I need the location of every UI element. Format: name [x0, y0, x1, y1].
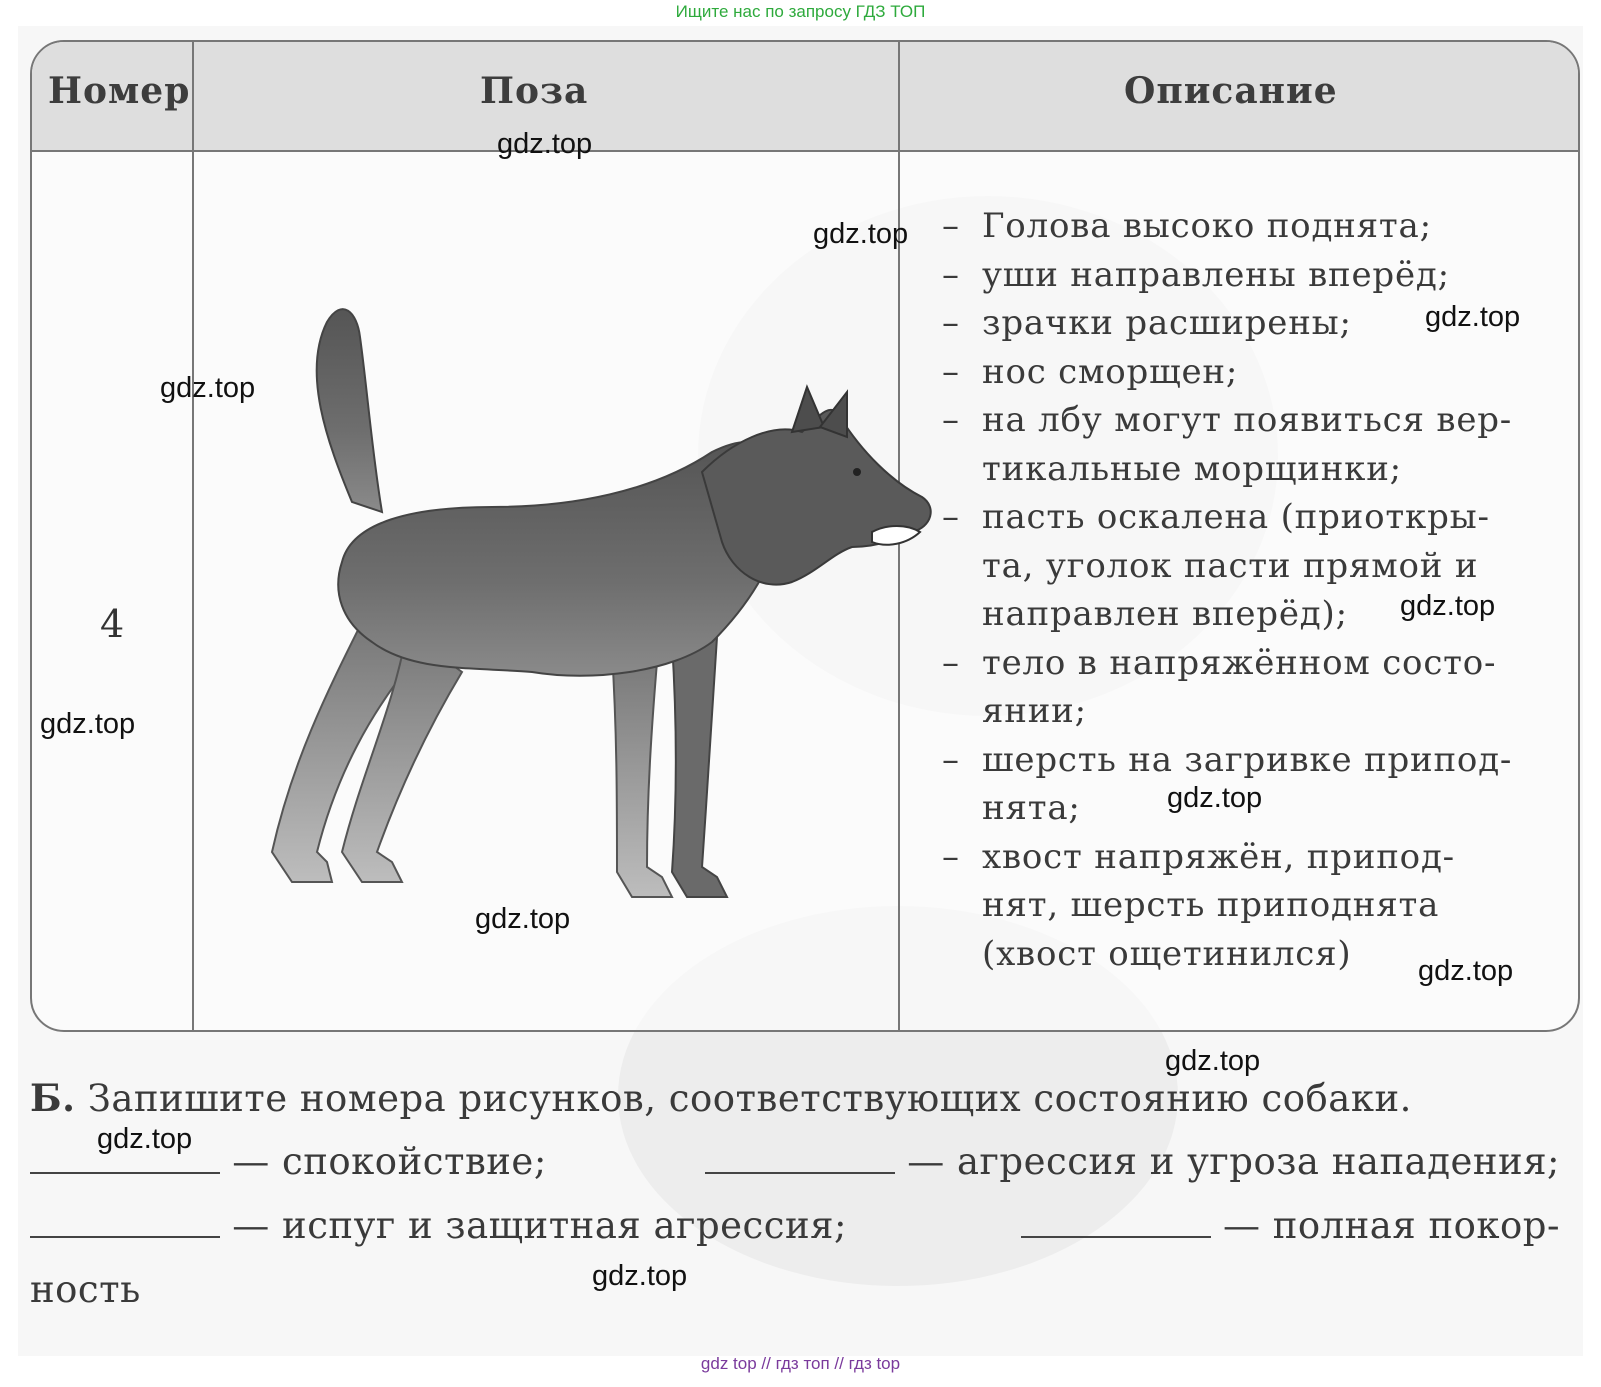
description-line: – уши направлены вперёд;: [942, 254, 1450, 295]
description-line: та, уголок пасти прямой и: [982, 545, 1479, 586]
task-instruction: [30, 1076, 1412, 1120]
description-line: – тело в напряжённом состо-: [942, 642, 1497, 683]
description-line: (хвост ощетинился): [982, 933, 1352, 974]
watermark: gdz.top: [160, 372, 256, 404]
column-divider-1: [192, 42, 194, 1030]
watermark: gdz.top: [1418, 955, 1514, 987]
watermark: gdz.top: [40, 708, 136, 740]
task-letter: Б.: [30, 1076, 76, 1120]
description-line: – на лбу могут появиться вер-: [942, 400, 1513, 440]
watermark: gdz.top: [813, 218, 909, 250]
task-line-1: [30, 1140, 1560, 1183]
description-line: – зрачки расширены;: [942, 303, 1352, 343]
watermark: gdz.top: [1167, 782, 1263, 814]
task-instruction-text: Запишите номера рисунков, соответствующих состоянию собаки.: [87, 1077, 1412, 1120]
top-banner: Ищите нас по запросу ГДЗ ТОП: [675, 2, 926, 21]
description-line: – Голова высоко поднята;: [942, 206, 1432, 246]
label-fear: — испуг и защитная агрессия;: [232, 1204, 847, 1247]
pose-table: [30, 40, 1580, 1032]
row-number: 4: [100, 602, 125, 646]
watermark: gdz.top: [592, 1260, 688, 1292]
task-line-2: [30, 1204, 1560, 1247]
label-aggression: — агрессия и угроза нападения;: [907, 1140, 1560, 1183]
description-line: – хвост напряжён, припод-: [942, 836, 1455, 877]
answer-blank-submission[interactable]: [1021, 1206, 1211, 1238]
watermark: gdz.top: [1165, 1045, 1261, 1077]
description-line: направлен вперёд);: [982, 594, 1348, 634]
watermark: gdz.top: [475, 903, 571, 935]
header-number: Номер: [48, 70, 191, 112]
header-pose: Поза: [480, 70, 589, 112]
description-line: нят, шерсть приподнята: [982, 885, 1440, 925]
description-line: – шерсть на загривке припод-: [942, 739, 1513, 780]
watermark: gdz.top: [97, 1123, 193, 1155]
description-line: – пасть оскалена (приоткры-: [942, 497, 1490, 537]
watermark: gdz.top: [497, 128, 593, 160]
description-line: – нос сморщен;: [942, 351, 1239, 392]
description-line: янии;: [982, 691, 1087, 731]
header-description: Описание: [1124, 70, 1338, 112]
table-header: [32, 42, 1578, 152]
label-calm: — спокойствие;: [232, 1140, 547, 1183]
bottom-banner: gdz top // гдз топ // гдз top: [700, 1354, 901, 1373]
wolf-pose-illustration: [232, 292, 952, 922]
watermark: gdz.top: [1425, 301, 1521, 333]
label-submission-end: ность: [30, 1268, 141, 1311]
description-line: нята;: [982, 788, 1081, 828]
watermark: gdz.top: [1400, 590, 1496, 622]
answer-blank-fear[interactable]: [30, 1206, 220, 1238]
label-submission: — полная покор-: [1222, 1204, 1560, 1247]
description-line: тикальные морщинки;: [982, 448, 1402, 489]
answer-blank-aggression[interactable]: [705, 1142, 895, 1174]
